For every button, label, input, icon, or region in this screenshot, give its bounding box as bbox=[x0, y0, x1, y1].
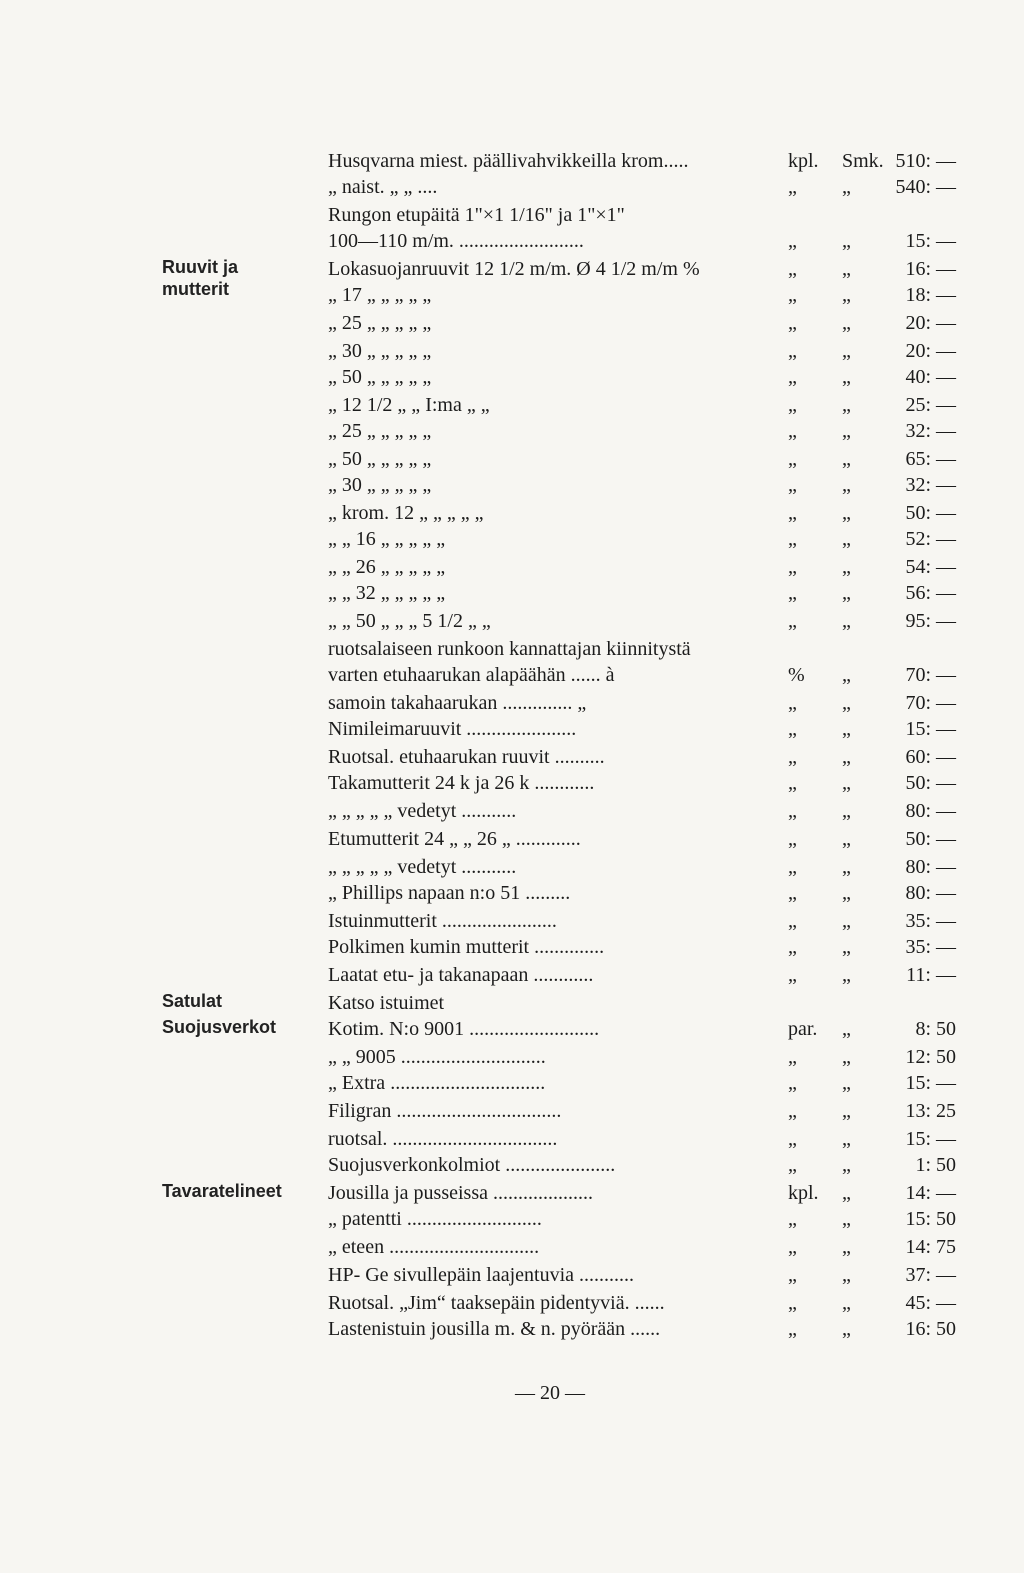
item-price: 95: — bbox=[905, 610, 956, 632]
item-description: „ 50 „ „ „ „ „ bbox=[328, 448, 432, 470]
item-unit: „ bbox=[788, 258, 797, 280]
item-unit: „ bbox=[788, 448, 797, 470]
item-description: „ „ 26 „ „ „ „ „ bbox=[328, 556, 446, 578]
item-currency: „ bbox=[842, 502, 851, 524]
list-item bbox=[328, 446, 956, 472]
item-currency: „ bbox=[842, 800, 851, 822]
item-description: „ 25 „ „ „ „ „ bbox=[328, 420, 432, 442]
item-unit: „ bbox=[788, 882, 797, 904]
list-item bbox=[328, 1070, 956, 1096]
list-item bbox=[328, 908, 956, 934]
list-item bbox=[328, 608, 956, 634]
item-price: 14: 75 bbox=[905, 1236, 956, 1258]
item-unit: „ bbox=[788, 366, 797, 388]
list-item bbox=[328, 418, 956, 444]
item-unit: „ bbox=[788, 718, 797, 740]
item-description: Suojusverkonkolmiot ...................... bbox=[328, 1154, 616, 1176]
item-currency: „ bbox=[842, 394, 851, 416]
item-currency: „ bbox=[842, 746, 851, 768]
category-line: Tavaratelineet bbox=[162, 1181, 282, 1201]
item-currency: „ bbox=[842, 312, 851, 334]
list-item bbox=[328, 690, 956, 716]
category-heading bbox=[162, 256, 332, 300]
category-line: Satulat bbox=[162, 991, 223, 1011]
item-description: „ 12 1/2 „ „ I:ma „ „ bbox=[328, 394, 490, 416]
item-currency: „ bbox=[842, 1128, 851, 1150]
item-price: 37: — bbox=[905, 1264, 956, 1286]
page-number: — 20 — bbox=[515, 1382, 585, 1404]
item-price: 45: — bbox=[905, 1292, 956, 1314]
item-price: 32: — bbox=[905, 474, 956, 496]
item-unit: „ bbox=[788, 1072, 797, 1094]
item-price: 16: — bbox=[905, 258, 956, 280]
item-price: 40: — bbox=[905, 366, 956, 388]
item-currency: „ bbox=[842, 1154, 851, 1176]
list-item bbox=[328, 854, 956, 880]
item-currency: „ bbox=[842, 258, 851, 280]
item-unit: „ bbox=[788, 1318, 797, 1340]
item-description: „ 25 „ „ „ „ „ bbox=[328, 312, 432, 334]
list-item bbox=[328, 392, 956, 418]
item-currency: „ bbox=[842, 1264, 851, 1286]
list-item bbox=[328, 1290, 956, 1316]
item-unit: „ bbox=[788, 772, 797, 794]
item-price: 56: — bbox=[905, 582, 956, 604]
item-description: „ 50 „ „ „ „ „ bbox=[328, 366, 432, 388]
item-description: Istuinmutterit ....................... bbox=[328, 910, 557, 932]
item-currency: „ bbox=[842, 556, 851, 578]
item-description: Ruotsal. etuhaarukan ruuvit .......... bbox=[328, 746, 605, 768]
item-unit: „ bbox=[788, 910, 797, 932]
item-price: 15: 50 bbox=[905, 1208, 956, 1230]
item-currency: „ bbox=[842, 230, 851, 252]
category-line: mutterit bbox=[162, 279, 229, 299]
item-unit: „ bbox=[788, 420, 797, 442]
list-item bbox=[328, 826, 956, 852]
item-description: samoin takahaarukan .............. „ bbox=[328, 692, 587, 714]
item-currency: „ bbox=[842, 692, 851, 714]
item-description: Husqvarna miest. päällivahvikkeilla krom..... bbox=[328, 150, 689, 172]
list-item bbox=[328, 364, 956, 390]
item-description: Laatat etu- ja takanapaan ............ bbox=[328, 964, 594, 986]
item-price: 510: — bbox=[895, 150, 956, 172]
item-price: 1: 50 bbox=[915, 1154, 956, 1176]
item-description: Rungon etupäitä 1"×1 1/16" ja 1"×1" bbox=[328, 204, 625, 226]
list-item bbox=[328, 338, 956, 364]
item-unit: „ bbox=[788, 1046, 797, 1068]
item-description: 100—110 m/m. ......................... bbox=[328, 230, 584, 252]
item-description: „ „ 16 „ „ „ „ „ bbox=[328, 528, 446, 550]
list-item bbox=[328, 202, 956, 228]
item-unit: „ bbox=[788, 1264, 797, 1286]
item-unit: „ bbox=[788, 582, 797, 604]
item-description: Lokasuojanruuvit 12 1/2 m/m. Ø 4 1/2 m/m % bbox=[328, 258, 700, 280]
item-unit: „ bbox=[788, 474, 797, 496]
item-description: „ patentti ........................... bbox=[328, 1208, 542, 1230]
list-item bbox=[328, 744, 956, 770]
list-item bbox=[328, 636, 956, 662]
list-item bbox=[328, 310, 956, 336]
item-unit: „ bbox=[788, 692, 797, 714]
item-unit: „ bbox=[788, 1236, 797, 1258]
item-unit: „ bbox=[788, 1292, 797, 1314]
item-unit: „ bbox=[788, 964, 797, 986]
item-description: Kotim. N:o 9001 .......................... bbox=[328, 1018, 600, 1040]
list-item bbox=[328, 1152, 956, 1178]
item-description: Etumutterit 24 „ „ 26 „ ............. bbox=[328, 828, 581, 850]
item-unit: „ bbox=[788, 1208, 797, 1230]
item-price: 16: 50 bbox=[905, 1318, 956, 1340]
item-unit: „ bbox=[788, 230, 797, 252]
item-description: „ Extra ............................... bbox=[328, 1072, 546, 1094]
list-item bbox=[328, 174, 956, 200]
item-unit: „ bbox=[788, 284, 797, 306]
list-item bbox=[328, 1180, 956, 1206]
item-price: 54: — bbox=[905, 556, 956, 578]
item-unit: par. bbox=[788, 1018, 818, 1040]
item-currency: „ bbox=[842, 664, 851, 686]
item-price: 80: — bbox=[905, 882, 956, 904]
item-currency: „ bbox=[842, 1236, 851, 1258]
item-price: 11: — bbox=[906, 964, 956, 986]
list-item bbox=[328, 1234, 956, 1260]
list-item bbox=[328, 798, 956, 824]
item-description: „ 30 „ „ „ „ „ bbox=[328, 340, 432, 362]
item-unit: „ bbox=[788, 828, 797, 850]
item-price: 20: — bbox=[905, 312, 956, 334]
item-currency: „ bbox=[842, 828, 851, 850]
list-item bbox=[328, 1126, 956, 1152]
item-description: Lastenistuin jousilla m. & n. pyörään ...... bbox=[328, 1318, 661, 1340]
item-price: 14: — bbox=[905, 1182, 956, 1204]
item-currency: „ bbox=[842, 176, 851, 198]
list-item bbox=[328, 770, 956, 796]
item-price: 80: — bbox=[905, 800, 956, 822]
item-description: ruotsal. ................................. bbox=[328, 1128, 558, 1150]
list-item bbox=[328, 500, 956, 526]
category-line: Ruuvit ja bbox=[162, 257, 239, 277]
list-item bbox=[328, 934, 956, 960]
item-currency: „ bbox=[842, 1072, 851, 1094]
item-currency: „ bbox=[842, 1318, 851, 1340]
item-price: 15: — bbox=[905, 1072, 956, 1094]
item-currency: „ bbox=[842, 448, 851, 470]
list-item bbox=[328, 1262, 956, 1288]
item-currency: „ bbox=[842, 582, 851, 604]
item-currency: „ bbox=[842, 610, 851, 632]
list-item bbox=[328, 1044, 956, 1070]
item-unit: „ bbox=[788, 1154, 797, 1176]
item-description: „ 17 „ „ „ „ „ bbox=[328, 284, 432, 306]
item-price: 52: — bbox=[905, 528, 956, 550]
item-price: 50: — bbox=[905, 828, 956, 850]
item-price: 80: — bbox=[905, 856, 956, 878]
item-description: HP- Ge sivullepäin laajentuvia ........... bbox=[328, 1264, 635, 1286]
list-item bbox=[328, 1206, 956, 1232]
item-currency: „ bbox=[842, 1208, 851, 1230]
item-price: 15: — bbox=[905, 230, 956, 252]
category-line: Suojusverkot bbox=[162, 1017, 277, 1037]
item-currency: „ bbox=[842, 284, 851, 306]
item-description: „ krom. 12 „ „ „ „ „ bbox=[328, 502, 484, 524]
category-heading bbox=[162, 1180, 332, 1202]
list-item bbox=[328, 256, 956, 282]
item-price: 25: — bbox=[905, 394, 956, 416]
item-unit: „ bbox=[788, 528, 797, 550]
item-currency: „ bbox=[842, 936, 851, 958]
list-item bbox=[328, 472, 956, 498]
item-price: 540: — bbox=[895, 176, 956, 198]
item-description: „ naist. „ „ .... bbox=[328, 176, 438, 198]
list-item bbox=[328, 990, 956, 1016]
list-item bbox=[328, 580, 956, 606]
item-unit: kpl. bbox=[788, 150, 819, 172]
item-unit: „ bbox=[788, 800, 797, 822]
item-price: 12: 50 bbox=[905, 1046, 956, 1068]
item-currency: Smk. bbox=[842, 150, 884, 172]
item-price: 15: — bbox=[905, 718, 956, 740]
item-price: 32: — bbox=[905, 420, 956, 442]
item-currency: „ bbox=[842, 340, 851, 362]
list-item bbox=[328, 1098, 956, 1124]
item-unit: „ bbox=[788, 312, 797, 334]
list-item bbox=[328, 1316, 956, 1342]
item-currency: „ bbox=[842, 910, 851, 932]
item-currency: „ bbox=[842, 1100, 851, 1122]
item-description: „ eteen .............................. bbox=[328, 1236, 540, 1258]
item-description: „ 30 „ „ „ „ „ bbox=[328, 474, 432, 496]
item-price: 15: — bbox=[905, 1128, 956, 1150]
item-currency: „ bbox=[842, 882, 851, 904]
list-item bbox=[328, 526, 956, 552]
item-unit: % bbox=[788, 664, 805, 686]
item-unit: „ bbox=[788, 502, 797, 524]
item-unit: „ bbox=[788, 856, 797, 878]
item-price: 50: — bbox=[905, 772, 956, 794]
item-price: 65: — bbox=[905, 448, 956, 470]
item-unit: „ bbox=[788, 1128, 797, 1150]
item-currency: „ bbox=[842, 366, 851, 388]
category-heading bbox=[162, 1016, 332, 1038]
item-price: 20: — bbox=[905, 340, 956, 362]
item-currency: „ bbox=[842, 856, 851, 878]
item-description: „ „ 50 „ „ „ 5 1/2 „ „ bbox=[328, 610, 491, 632]
category-heading bbox=[162, 990, 332, 1012]
item-price: 13: 25 bbox=[905, 1100, 956, 1122]
item-description: „ „ 32 „ „ „ „ „ bbox=[328, 582, 446, 604]
item-unit: „ bbox=[788, 556, 797, 578]
item-price: 50: — bbox=[905, 502, 956, 524]
item-unit: „ bbox=[788, 610, 797, 632]
item-currency: „ bbox=[842, 718, 851, 740]
item-price: 70: — bbox=[905, 664, 956, 686]
item-unit: kpl. bbox=[788, 1182, 819, 1204]
item-currency: „ bbox=[842, 420, 851, 442]
item-currency: „ bbox=[842, 772, 851, 794]
item-description: Takamutterit 24 k ja 26 k ............ bbox=[328, 772, 595, 794]
list-item bbox=[328, 148, 956, 174]
item-unit: „ bbox=[788, 936, 797, 958]
item-description: „ „ 9005 ............................. bbox=[328, 1046, 546, 1068]
item-unit: „ bbox=[788, 1100, 797, 1122]
item-currency: „ bbox=[842, 1182, 851, 1204]
item-currency: „ bbox=[842, 964, 851, 986]
list-item bbox=[328, 962, 956, 988]
list-item bbox=[328, 1016, 956, 1042]
item-description: Nimileimaruuvit ...................... bbox=[328, 718, 577, 740]
item-description: ruotsalaiseen runkoon kannattajan kiinnitystä bbox=[328, 638, 691, 660]
item-currency: „ bbox=[842, 1292, 851, 1314]
item-price: 60: — bbox=[905, 746, 956, 768]
item-currency: „ bbox=[842, 474, 851, 496]
item-description: „ „ „ „ „ vedetyt ........... bbox=[328, 856, 517, 878]
item-description: varten etuhaarukan alapäähän ...... à bbox=[328, 664, 615, 686]
item-price: 8: 50 bbox=[915, 1018, 956, 1040]
item-price: 70: — bbox=[905, 692, 956, 714]
item-price: 35: — bbox=[905, 910, 956, 932]
item-currency: „ bbox=[842, 1046, 851, 1068]
item-description: Polkimen kumin mutterit .............. bbox=[328, 936, 605, 958]
item-description: „ Phillips napaan n:o 51 ......... bbox=[328, 882, 571, 904]
list-item bbox=[328, 662, 956, 688]
item-unit: „ bbox=[788, 340, 797, 362]
list-item bbox=[328, 880, 956, 906]
item-description: Ruotsal. „Jim“ taaksepäin pidentyviä. ...... bbox=[328, 1292, 665, 1314]
list-item bbox=[328, 554, 956, 580]
item-unit: „ bbox=[788, 176, 797, 198]
item-description: Jousilla ja pusseissa .................... bbox=[328, 1182, 593, 1204]
item-price: 18: — bbox=[905, 284, 956, 306]
item-description: Katso istuimet bbox=[328, 992, 445, 1014]
item-currency: „ bbox=[842, 1018, 851, 1040]
list-item bbox=[328, 282, 956, 308]
item-description: „ „ „ „ „ vedetyt ........... bbox=[328, 800, 517, 822]
list-item bbox=[328, 716, 956, 742]
item-currency: „ bbox=[842, 528, 851, 550]
item-unit: „ bbox=[788, 746, 797, 768]
item-price: 35: — bbox=[905, 936, 956, 958]
item-unit: „ bbox=[788, 394, 797, 416]
item-description: Filigran ................................. bbox=[328, 1100, 562, 1122]
list-item bbox=[328, 228, 956, 254]
